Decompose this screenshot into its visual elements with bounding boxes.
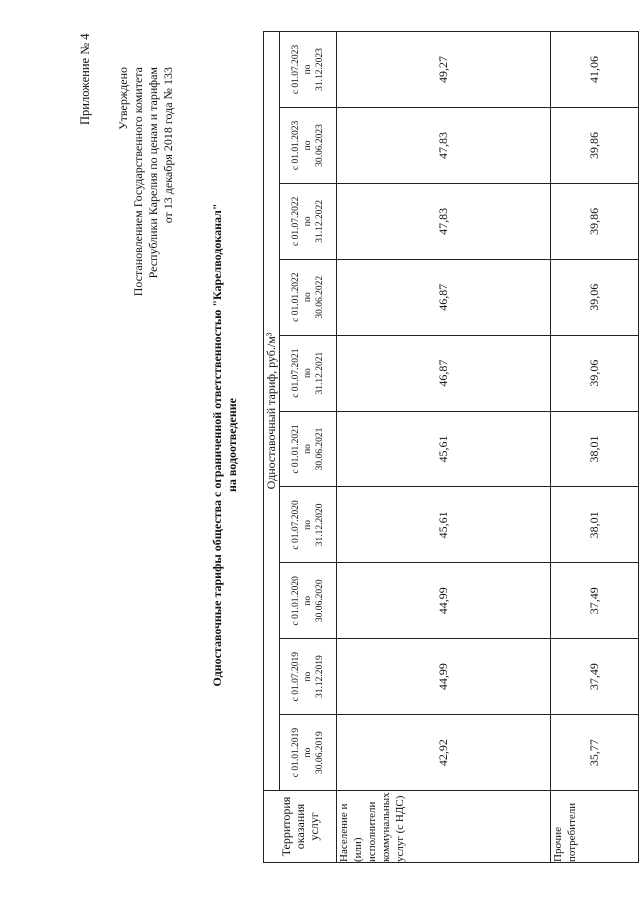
period-by: по — [303, 140, 313, 151]
period-to: 30.06.2019 — [315, 731, 325, 774]
period-from: с 01.07.2021 — [291, 348, 301, 398]
period-from: с 01.01.2021 — [291, 424, 301, 474]
period-by: по — [303, 595, 313, 606]
period-by: по — [303, 747, 313, 758]
approval-line-3: от 13 декабря 2018 года № 133 — [161, 67, 175, 224]
period-from: с 01.01.2019 — [291, 727, 301, 778]
tariff-value: 35,77 — [551, 715, 639, 791]
table-row — [337, 32, 551, 863]
period-header — [280, 411, 337, 487]
tariff-value: 47,83 — [337, 183, 551, 259]
tariff-rows — [337, 32, 639, 863]
period-to: 30.06.2020 — [315, 579, 325, 623]
period-header — [280, 639, 337, 715]
period-to: 30.06.2023 — [315, 124, 325, 167]
tariff-value: 39,06 — [551, 335, 639, 411]
period-to: 31.12.2019 — [315, 655, 325, 699]
appendix-label: Приложение № 4 — [78, 33, 92, 125]
period-by: по — [303, 292, 313, 303]
period-from: с 01.01.2020 — [291, 576, 301, 626]
period-to: 31.12.2022 — [315, 199, 325, 243]
tariff-value: 46,87 — [337, 335, 551, 411]
tariff-value: 39,06 — [551, 259, 639, 335]
period-by: по — [303, 671, 313, 682]
document-title — [210, 75, 240, 815]
period-to: 31.12.2023 — [315, 48, 325, 91]
period-from: с 01.07.2019 — [291, 652, 301, 702]
period-by: по — [303, 64, 313, 75]
period-header — [280, 715, 337, 791]
tariff-value: 38,01 — [551, 411, 639, 487]
category-cell: Прочие потребители — [551, 791, 639, 863]
tariff-value: 45,61 — [337, 411, 551, 487]
period-header — [280, 563, 337, 639]
period-by: по — [303, 444, 313, 454]
title-line-2: на водоотведение — [225, 398, 239, 492]
tariff-value: 47,83 — [337, 107, 551, 183]
period-from: с 01.01.2023 — [291, 120, 301, 171]
approval-line-2: Республики Карелия по ценам и тарифам — [146, 67, 160, 279]
period-to: 30.06.2021 — [315, 427, 325, 471]
period-from: с 01.07.2023 — [291, 44, 301, 95]
period-by: по — [303, 368, 313, 379]
approval-approved: Утверждено — [116, 67, 130, 130]
period-header-row — [280, 32, 337, 863]
period-to: 31.12.2020 — [315, 503, 325, 547]
period-from: с 01.07.2020 — [291, 500, 301, 550]
tariff-value: 39,86 — [551, 183, 639, 259]
period-to: 30.06.2022 — [315, 275, 325, 319]
tariff-table — [263, 31, 639, 863]
period-header — [280, 259, 337, 335]
period-header — [280, 107, 337, 183]
category-cell: Население и (или) исполнители коммунальных услуг (с НДС) — [337, 791, 551, 863]
period-by: по — [303, 216, 313, 227]
tariff-value: 42,92 — [337, 715, 551, 791]
title-line-1: Одноставочные тарифы общества с ограниченной ответственностью "Карелводоканал" — [210, 203, 224, 687]
territory-header: Территория оказания услуг — [264, 791, 337, 863]
period-from: с 01.01.2022 — [291, 272, 301, 322]
tariff-value: 39,86 — [551, 107, 639, 183]
table-row — [551, 32, 639, 863]
period-by: по — [303, 519, 313, 530]
tariff-value: 46,87 — [337, 259, 551, 335]
approval-block — [116, 67, 176, 296]
tariff-value: 41,06 — [551, 32, 639, 108]
tariff-value: 37,49 — [551, 639, 639, 715]
approval-line-1: Постановлением Государственного комитета — [131, 67, 145, 297]
tariff-value: 38,01 — [551, 487, 639, 563]
tariff-value: 45,61 — [337, 487, 551, 563]
period-header — [280, 335, 337, 411]
tariff-value: 37,49 — [551, 563, 639, 639]
tariff-value: 44,99 — [337, 563, 551, 639]
tariff-header: Одноставочный тариф, руб./м³ — [264, 32, 280, 791]
period-header — [280, 183, 337, 259]
tariff-value: 44,99 — [337, 639, 551, 715]
period-header — [280, 32, 337, 108]
period-header — [280, 487, 337, 563]
tariff-value: 49,27 — [337, 32, 551, 108]
period-from: с 01.07.2022 — [291, 196, 301, 246]
period-to: 31.12.2021 — [315, 351, 325, 395]
